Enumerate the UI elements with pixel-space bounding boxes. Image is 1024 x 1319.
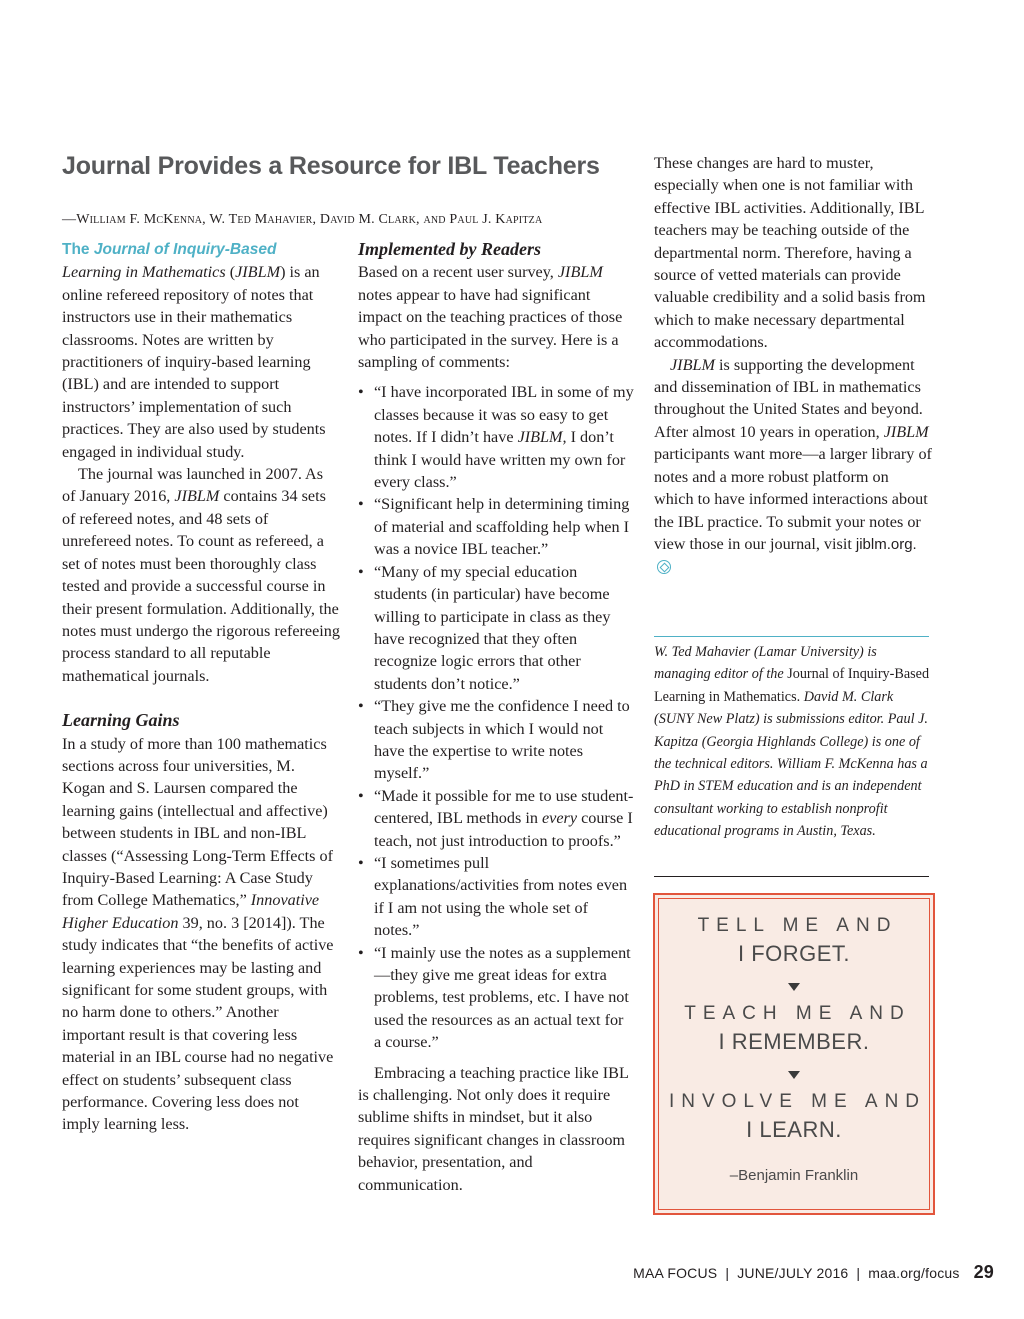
quote-line: TEACH ME AND: [684, 1003, 911, 1024]
page-footer: MAA FOCUS | JUNE/JULY 2016 | maa.org/focus 29: [633, 1262, 994, 1282]
subhead-implemented-by-readers: Implemented by Readers: [358, 239, 541, 259]
quote-line: TELL ME AND: [697, 915, 898, 936]
site-link[interactable]: maa.org/focus: [868, 1265, 960, 1281]
subhead-learning-gains: Learning Gains: [62, 710, 180, 731]
intro-paragraph: The Journal of Inquiry-Based Learning in Mathematics (JIBLM) is an online refereed repository of notes that instructors use in their mathematics classrooms. Notes are written by practitioners of inquiry-based learning (IBL) and are intended to support instructors’ implementation of such practices. They are also used by students engaged in individual study.: [62, 241, 326, 461]
closing-paragraph: Embracing a teaching practice like IBL is challenging. Not only does it require sublime shifts in mindset, but it also requires significant changes in classroom behavior, presentation, and communication.: [358, 1063, 629, 1194]
page-number: 29: [973, 1262, 994, 1282]
quote-line: I FORGET.: [737, 941, 851, 966]
changes-paragraph: These changes are hard to muster, especially when one is not familiar with effective IBL activities. Additionally, IBL teachers may be teaching outside of the departmental norm. Therefore, having a source of vetted materials can provide valuable credibility and a solid basis from which to make necessary departmental accommodations.: [654, 154, 926, 352]
survey-intro: Based on a recent user survey, JIBLM notes appear to have had significant impact on the teaching practices of those who participated in the survey. Here is a sampling of comments:: [358, 263, 623, 372]
jiblm-link[interactable]: jiblm.org.: [855, 535, 917, 553]
list-item: • “Many of my special education students (in particular) have become willing to participate in class as they have recognized that they often recognize logic errors that other students don’t notice.”: [358, 561, 634, 695]
franklin-quote-box: [653, 893, 935, 1215]
magazine-name: MAA FOCUS: [633, 1265, 718, 1281]
quote-line: INVOLVE ME AND: [668, 1091, 927, 1112]
column-3: [654, 152, 932, 579]
quote-attribution: –Benjamin Franklin: [729, 1167, 859, 1184]
column-1: [62, 238, 340, 1136]
list-item: • “I sometimes pull explanations/activities from notes even if I am not using the whole set of notes.”: [358, 852, 634, 942]
list-item: • “Made it possible for me to use student-centered, IBL methods in every course I teach, not just introduction to proofs.”: [358, 785, 634, 852]
down-arrow-icon: [788, 1071, 800, 1079]
comments-list: [358, 381, 634, 1053]
bio-divider: [654, 636, 929, 637]
maa-end-mark-icon: [657, 560, 671, 574]
list-item: • “They give me the confidence I need to teach subjects in which I would not have the expertise to write notes myself.”: [358, 695, 634, 785]
quote-box-divider: [654, 876, 929, 877]
quote-line: I LEARN.: [746, 1117, 842, 1142]
article-title: Journal Provides a Resource for IBL Teachers: [62, 152, 600, 180]
column-2: [358, 238, 634, 1196]
lead-in: The Journal of Inquiry-Based: [62, 241, 277, 258]
study-paragraph: In a study of more than 100 mathematics sections across four universities, M. Kogan and S. Laursen compared the learning gains (intellectual and affective) between students in IBL and non-IBL classes (“Assessing Long-Term Effects of Inquiry-Based Learning: A Case Study from College Mathematics,” Innovative Higher Education 39, no. 3 [2014]). The study indicates that “the benefits of active learning experiences may be lasting and significant for some student groups, with no harm done to others.” Another important result is that covering less material in an IBL course had no negative effect on students’ subsequent class performance. Covering less does not imply learning less.: [62, 734, 334, 1134]
launch-paragraph: The journal was launched in 2007. As of January 2016, JIBLM contains 34 sets of refereed notes, and 48 sets of unrefereed notes. To count as refereed, a set of notes must been thoroughly class tested and provide a successful course in their present formulation. Additionally, the notes must undergo the rigorous refereeing process standard to all reputable mathematical journals.: [62, 465, 340, 685]
author-bios: W. Ted Mahavier (Lamar University) is managing editor of the Journal of Inquiry-Based Learning in Mathematics. David M. Clark (SUNY New Platz) is submissions editor. Paul J. Kapitza (Georgia Highlands College) is one of the technical editors. William F. McKenna has a PhD in STEM education and is an independent consultant working to establish nonprofit educational programs in Austin, Texas.: [654, 644, 930, 840]
quote-line: I REMEMBER.: [718, 1029, 870, 1054]
list-item: • “I mainly use the notes as a supplement—they give me great ideas for extra problems, test problems, etc. I have not used the resources as an actual text for a course.”: [358, 942, 634, 1054]
support-paragraph: JIBLM is supporting the development and dissemination of IBL in mathematics throughout the United States and beyond. After almost 10 years in operation, JIBLM participants want more—a larger library of notes and a more robust platform on which to have informed interactions about the IBL practice. To submit your notes or view those in our journal, visit jiblm.org.: [654, 354, 932, 579]
down-arrow-icon: [788, 983, 800, 991]
issue-date: JUNE/JULY 2016: [737, 1265, 849, 1281]
list-item: • “I have incorporated IBL in some of my classes because it was so easy to get notes. If I didn’t have JIBLM, I don’t think I would have written my own for every class.”: [358, 381, 634, 493]
list-item: • “Significant help in determining timing of material and scaffolding help when I was a novice IBL teacher.”: [358, 493, 634, 560]
article-byline: —William F. McKenna, W. Ted Mahavier, David M. Clark, and Paul J. Kapitza: [62, 212, 543, 227]
